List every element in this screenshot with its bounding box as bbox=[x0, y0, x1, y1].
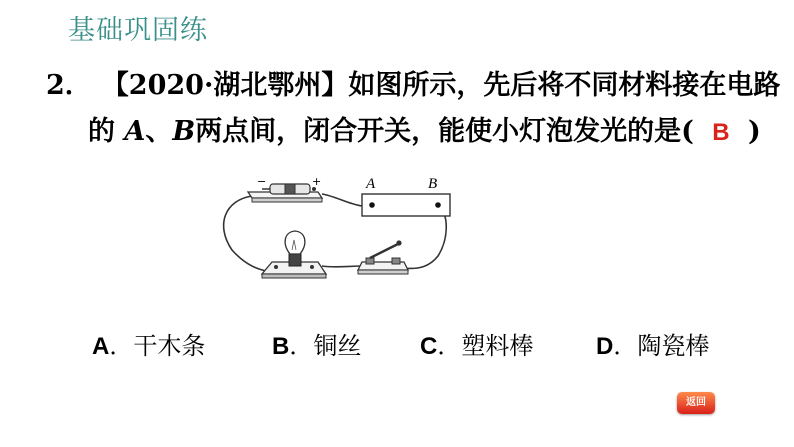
terminal-a bbox=[369, 202, 375, 208]
option-d-letter: D bbox=[596, 333, 614, 360]
option-d-text: 陶瓷棒 bbox=[637, 332, 710, 360]
point-a-label: A bbox=[124, 116, 146, 147]
back-button[interactable]: 返回 bbox=[677, 392, 715, 414]
wire-bulb-to-switch bbox=[322, 266, 362, 267]
wire-battery-to-bulb bbox=[224, 196, 270, 272]
option-d-sep: ． bbox=[613, 332, 638, 360]
option-c-text: 塑料棒 bbox=[461, 332, 534, 360]
terminal-a-label: A bbox=[366, 176, 376, 192]
battery-plus-label: + bbox=[312, 175, 322, 188]
question-source: 【2020·湖北鄂州】 bbox=[101, 70, 349, 101]
option-b[interactable] bbox=[272, 326, 361, 361]
question-text-1: 如图所示，先后将不同材料接在电路 bbox=[348, 70, 781, 101]
option-a-letter: A bbox=[92, 333, 110, 360]
option-a-text: 干木条 bbox=[133, 332, 206, 360]
section-title: 基础巩固练 bbox=[68, 15, 208, 46]
option-c[interactable] bbox=[420, 326, 533, 361]
wire-battery-to-a bbox=[322, 194, 362, 206]
question-text-2-mid: 两点间，闭合开关，能使小灯泡发光的是( bbox=[195, 116, 694, 147]
battery-minus-label: − bbox=[257, 175, 267, 188]
light-bulb-icon bbox=[262, 231, 326, 278]
point-b-label: B bbox=[172, 116, 196, 147]
switch-icon bbox=[358, 240, 408, 274]
option-b-text: 铜丝 bbox=[313, 332, 362, 360]
option-b-sep: ． bbox=[289, 332, 314, 360]
option-b-letter: B bbox=[272, 333, 290, 360]
option-a-sep: ． bbox=[109, 332, 134, 360]
option-c-sep: ． bbox=[437, 332, 462, 360]
option-c-letter: C bbox=[420, 333, 438, 360]
option-d[interactable] bbox=[596, 326, 709, 361]
answer-text: B bbox=[712, 119, 730, 146]
question-text-2-end: ) bbox=[747, 116, 761, 147]
question-number: 2． bbox=[46, 70, 92, 101]
point-separator: 、 bbox=[145, 116, 173, 147]
question-text-2-prefix: 的 bbox=[88, 116, 125, 147]
terminal-b-label: B bbox=[428, 176, 438, 192]
option-a[interactable] bbox=[92, 326, 205, 361]
terminal-b bbox=[435, 202, 441, 208]
